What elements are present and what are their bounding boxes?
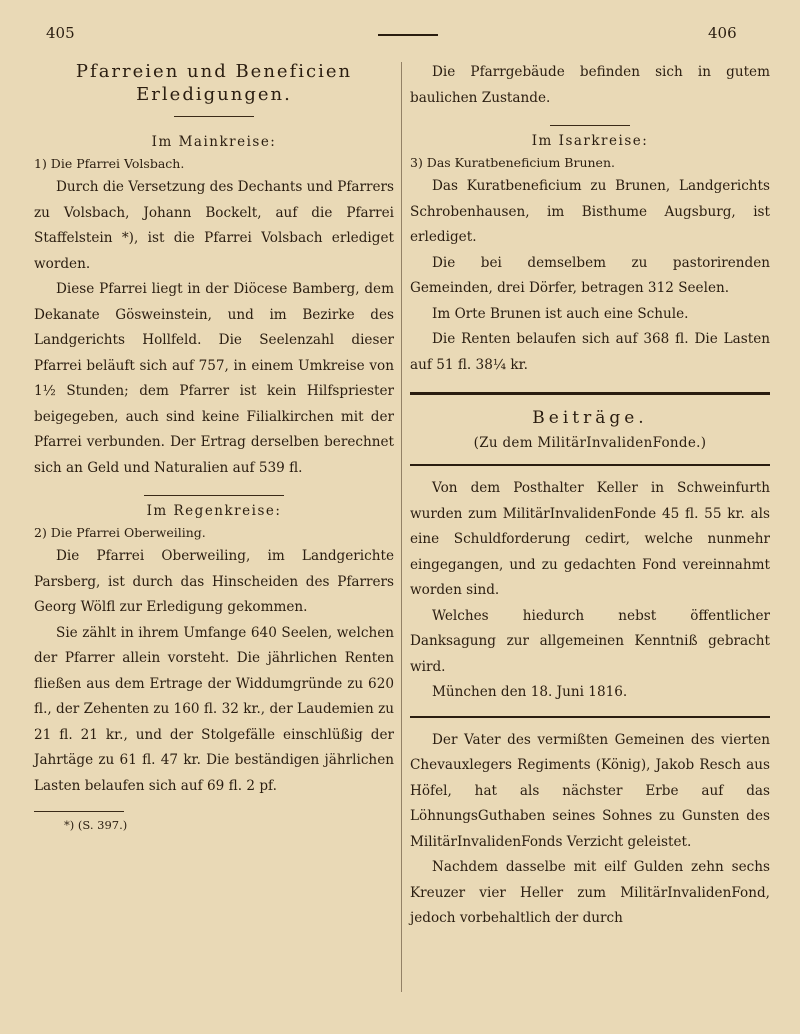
header-rule <box>378 34 438 36</box>
section-rule <box>410 716 770 718</box>
footnote: *) (S. 397.) <box>64 818 128 832</box>
column-divider <box>401 62 402 992</box>
paragraph: Die bei demselbem zu pastorirenden Gemeinden, drei Dörfer, betragen 312 Seelen. <box>410 254 770 296</box>
paragraph: Die Pfarrgebäude befinden sich in gutem baulichen Zustande. <box>410 64 770 106</box>
section-title-line1: Pfarreien und Beneficien <box>75 61 353 82</box>
paragraph: Die Renten belaufen sich auf 368 fl. Die Lasten auf 51 fl. 38¼ kr. <box>410 331 770 373</box>
title-rule <box>174 116 254 117</box>
paragraph: Im Orte Brunen ist auch eine Schule. <box>432 305 689 322</box>
paragraph: Das Kuratbeneficium zu Brunen, Landgerichts Schrobenhausen, im Bisthume Augsburg, ist erlediget. <box>410 178 770 245</box>
beitraege-title: Beiträge. <box>532 408 648 428</box>
page-number-left: 405 <box>46 24 75 42</box>
paragraph: Der Vater des vermißten Gemeinen des vierten Chevauxlegers Regiments (König), Jakob Resch aus Höfel, hat als nächster Erbe auf das LöhnungsGuthaben seines Sohnes zu Gunsten des MilitärInvalidenFonds Verzicht geleistet. <box>410 731 770 850</box>
kreis-heading-main: Im Mainkreise: <box>151 134 277 150</box>
left-column <box>34 60 394 834</box>
page-number-right: 406 <box>708 24 737 42</box>
beitraege-subtitle: (Zu dem MilitärInvalidenFonde.) <box>473 435 707 451</box>
paragraph: Diese Pfarrei liegt in der Diöcese Bamberg, dem Dekanate Gösweinstein, und im Bezirke des Landgerichts Hollfeld. Die Seelenzahl dieser Pfarrei beläuft sich auf 757, in einem Umkreise von 1½ Stunden; dem Pfarrer ist kein Hilfspriester beigegeben, auch sind keine Filialkirchen mit der Pfarrei verbunden. Der Ertrag derselben berechnet sich an Geld und Naturalien auf 539 fl. <box>34 281 394 476</box>
paragraph: Welches hiedurch nebst öffentlicher Danksagung zur allgemeinen Kenntniß gebracht wird. <box>410 607 770 675</box>
entry-heading-3: 3) Das Kuratbeneficium Brunen. <box>410 155 615 170</box>
entry-heading-1: 1) Die Pfarrei Volsbach. <box>34 156 185 171</box>
kreis-heading-regen: Im Regenkreise: <box>146 503 282 519</box>
section-rule <box>410 464 770 466</box>
paragraph: Sie zählt in ihrem Umfange 640 Seelen, welchen der Pfarrer allein vorsteht. Die jährlichen Renten fließen aus dem Ertrage der Widdumgründe zu 620 fl., der Zehenten zu 160 fl. 32 kr., der Laudemien zu 21 fl. 21 kr., und der Stolgefälle einschlüßig der Jahrtäge zu 61 fl. 47 kr. Die beständigen jährlichen Lasten belaufen sich auf 69 fl. 2 pf. <box>34 624 394 794</box>
place-date: München den 18. Juni 1816. <box>432 684 628 700</box>
kreis-heading-isar: Im Isarkreise: <box>531 133 649 149</box>
section-rule <box>550 125 630 126</box>
section-title-line2: Erledigungen. <box>136 84 292 105</box>
entry-heading-2: 2) Die Pfarrei Oberweiling. <box>34 525 206 540</box>
paragraph: Nachdem dasselbe mit eilf Gulden zehn sechs Kreuzer vier Heller zum MilitärInvalidenFond, jedoch vorbehaltlich der durch <box>410 859 770 926</box>
section-rule-thick <box>410 392 770 395</box>
paragraph: Von dem Posthalter Keller in Schweinfurth wurden zum MilitärInvalidenFonde 45 fl. 55 kr. als eine Schuldforderung cedirt, welche nunmehr eingegangen, und zu gedachten Fond vereinnahmt worden sind. <box>410 480 770 598</box>
section-rule <box>144 495 284 496</box>
paragraph: Durch die Versetzung des Dechants und Pfarrers zu Volsbach, Johann Bockelt, auf die Pfarrei Staffelstein *), ist die Pfarrei Volsbach erlediget worden. <box>34 179 394 272</box>
paragraph: Die Pfarrei Oberweiling, im Landgerichte Parsberg, ist durch das Hinscheiden des Pfarrers Georg Wölfl zur Erledigung gekommen. <box>34 548 394 615</box>
right-column <box>410 60 770 932</box>
footnote-rule <box>34 811 124 812</box>
